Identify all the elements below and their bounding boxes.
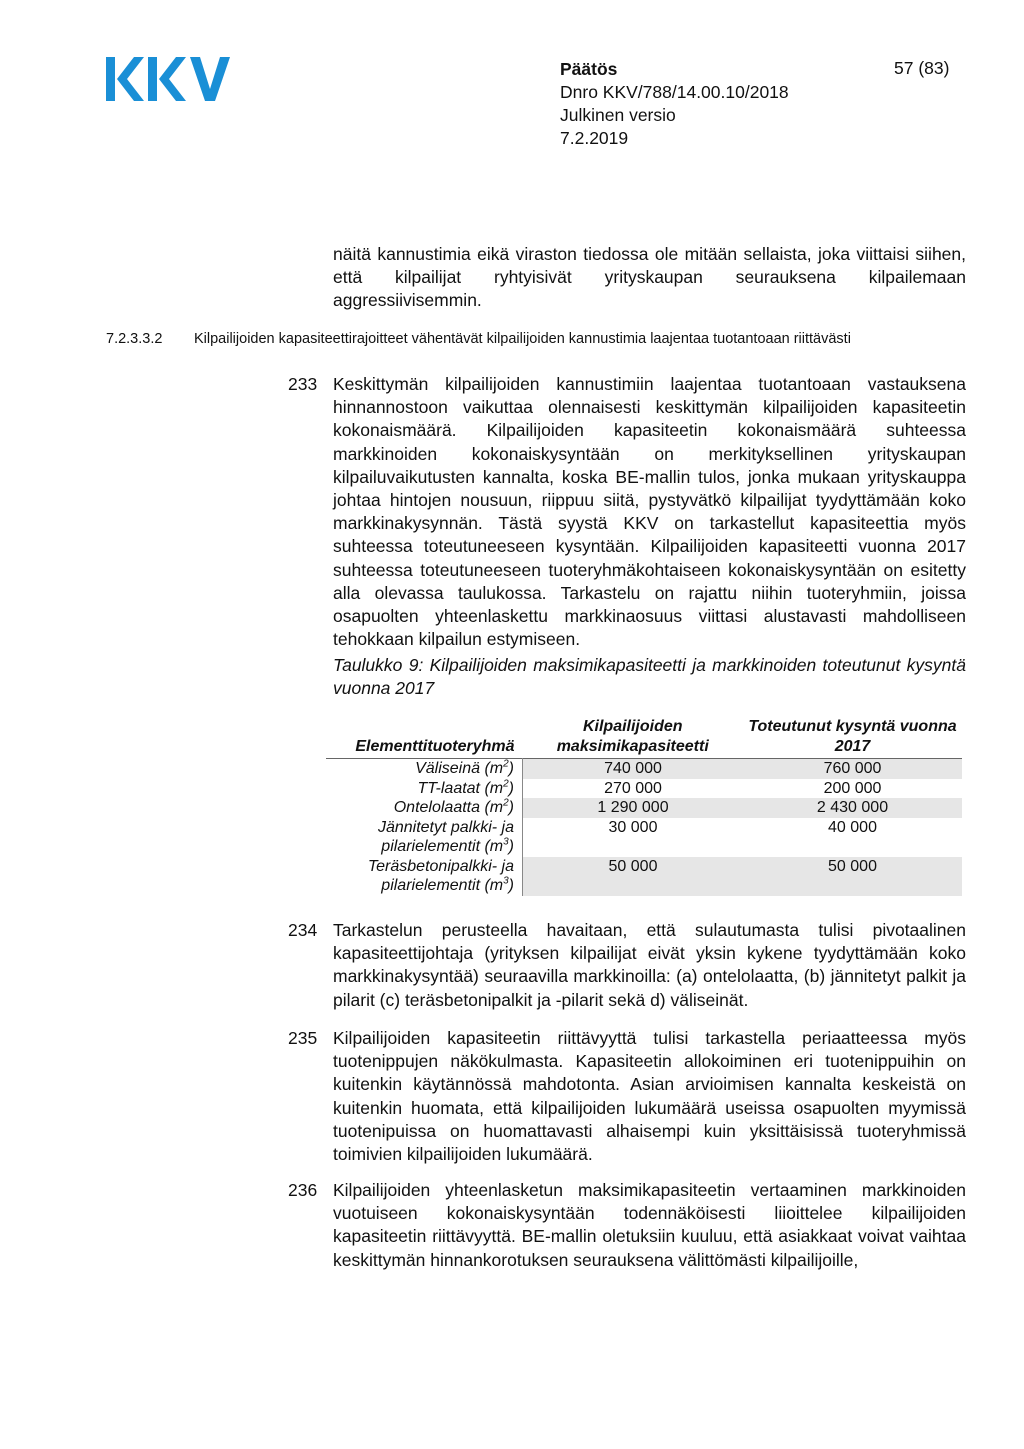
document-type: Päätös [560,59,618,79]
column-header-group: Elementtituoteryhmä [355,737,515,755]
intro-paragraph: näitä kannustimia eikä viraston tiedossa ole mitään sellaista, joka viittaisi siihen, että kilpailijat ryhtyisivät yrityskaupan seurauksena kilpailemaan aggressiivisemmin. [333,244,966,311]
row-capacity: 1 290 000 [523,798,744,818]
column-header-capacity: Kilpailijoiden maksimikapasiteetti [556,718,709,755]
row-capacity: 30 000 [523,818,744,857]
table-header-row [326,717,962,759]
table-row [326,818,962,857]
paragraph-number: 235 [288,1028,318,1048]
kkv-logo [104,55,234,103]
document-date: 7.2.2019 [560,128,629,148]
row-group: Ontelolaatta $(m^2)$ [326,798,523,818]
paragraph-number: 234 [288,920,318,940]
document-header [560,58,789,150]
row-group: Jännitetyt palkki- ja pilarielementit $(m^3)$ [326,818,523,857]
paragraph-text: Tarkastelun perusteella havaitaan, että sulautumasta tulisi pivotaalinen kapasiteettijohtaja (yrityksen kilpailijat eivät yksin kykene tyydyttämään koko markkinakysyntää) seuraavilla markkinoilla: (a) ontelolaatta, (b) jännitetyt palkit ja pilarit (c) teräsbetonipalkit ja -pilarit sekä d) väliseinät. [333,920,966,1010]
capacity-table [326,717,962,896]
table-row [326,798,962,818]
page-number: 57 (83) [894,58,950,78]
row-demand: 200 000 [743,779,962,799]
table-caption: Taulukko 9: Kilpailijoiden maksimikapasiteetti ja markkinoiden toteutunut kysyntä vuonna 2017 [333,655,966,698]
table-row [326,857,962,896]
record-number: Dnro KKV/788/14.00.10/2018 [560,82,789,102]
row-group: TT-laatat $(m^2)$ [326,779,523,799]
row-demand: 760 000 [743,759,962,779]
paragraph-text: Keskittymän kilpailijoiden kannustimiin laajentaa tuotantoaan vastauksena hinnannostoon vaikuttaa olennaisesti keskittymän kilpailijoiden kapasiteetin kokonaismäärä. Kilpailijoiden kapasiteetin kokonaismäärä suhteessa markkinoiden kokonaiskysyntään on merkityksellinen yrityskaupan kilpailuvaikutusten kannalta, koska BE-mallin tulos, jonka mukaan yrityskauppa johtaa hintojen nousuun, riippuu siitä, pystyvätkö kilpailijat tyydyttämään koko markkinakysynnän. Tästä syystä KKV on tarkastellut kapasiteettia myös suhteessa toteutuneeseen kysyntään. Kilpailijoiden kapasiteetti vuonna 2017 suhteessa toteutuneeseen tuoteryhmäkohtaiseen kokonaiskysyntään on esitetty alla olevassa taulukossa. Tarkastelu on rajattu niihin tuoteryhmiin, joissa osapuolten yhteenlaskettu markkinaosuus viittasi alustavasti mahdolliseen tehokkaan kilpailun estymiseen. [333,374,966,650]
row-demand: 2 430 000 [743,798,962,818]
kkv-logo-mark [104,55,234,103]
row-capacity: 740 000 [523,759,744,779]
column-header-demand: Toteutunut kysyntä vuonna 2017 [748,718,957,755]
paragraph-text: Kilpailijoiden kapasiteetin riittävyyttä tulisi tarkastella periaatteessa myös tuotenippujen näkökulmasta. Kapasiteetin allokoiminen eri tuotenippuihin on kuitenkin käytännössä mahdotonta. Asian arvioimisen kannalta keskeistä on kuitenkin huomata, että kilpailijoiden lukumäärä useissa osapuolten myymissä tuotenipuissa on huomattavasti alhaisempi kuin yksittäisissä tuoteryhmissä toimivien kilpailijoiden lukumäärä. [333,1028,966,1165]
paragraph-text: Kilpailijoiden yhteenlasketun maksimikapasiteetin vertaaminen markkinoiden vuotuiseen kokonaiskysyntään todennäköisesti liioittelee kilpailijoiden kapasiteetin riittävyyttä. BE-mallin oletuksiin kuuluu, että asiakkaat voivat vaihtaa keskittymän hinnankorotuksen seurauksena välittömästi kilpailijoille, [333,1180,966,1270]
row-group: Väliseinä $(m^2)$ [326,759,523,779]
row-demand: 50 000 [743,857,962,896]
version-label: Julkinen versio [560,105,676,125]
section-number: 7.2.3.3.2 [106,331,163,347]
row-capacity: 270 000 [523,779,744,799]
row-capacity: 50 000 [523,857,744,896]
row-group: Teräsbetonipalkki- ja pilarielementit $(m^3)$ [326,857,523,896]
table-row [326,779,962,799]
table-row [326,759,962,779]
row-demand: 40 000 [743,818,962,857]
paragraph-number: 236 [288,1180,318,1200]
paragraph-number: 233 [288,374,318,394]
section-title: Kilpailijoiden kapasiteettirajoitteet vähentävät kilpailijoiden kannustimia laajentaa tuotantoaan riittävästi [194,331,851,347]
